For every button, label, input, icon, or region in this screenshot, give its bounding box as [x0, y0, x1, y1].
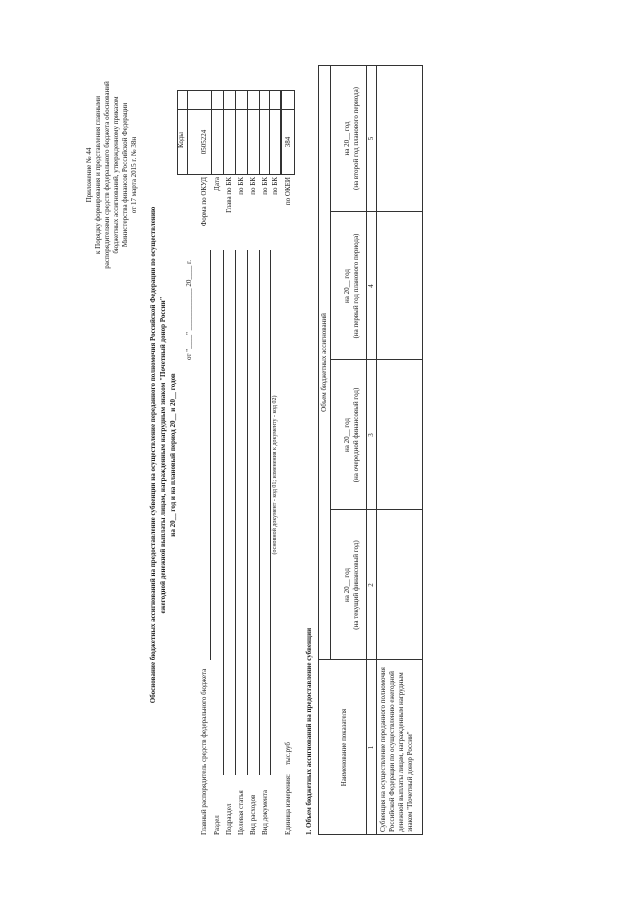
table-num-2: 2 — [367, 583, 375, 587]
table-col-name: Наименование показателя — [340, 708, 348, 787]
field-label-podrazdel: Подраздел — [225, 803, 233, 835]
field-label-vid-rashodov: Вид расходов — [249, 794, 257, 835]
document-title — [148, 65, 178, 845]
table-num-3: 3 — [367, 433, 375, 437]
unit-value: тыс.руб — [284, 742, 292, 765]
table-col-3: на 20__ год (на очередной финансовый год) — [343, 387, 360, 483]
glava-label: Глава по БК — [225, 177, 233, 213]
okei-value: 384 — [284, 136, 292, 148]
vid-doc-hint: (основной документ - код 01; изменения к документу - код 02) — [272, 395, 278, 555]
table-col-4: на 20__ год (на первый год планового периода) — [343, 233, 360, 339]
table-group-header: Объем бюджетных ассигнований — [320, 313, 328, 412]
okud-value: 0505224 — [200, 129, 208, 155]
okud-label: Форма по ОКУД — [200, 177, 208, 227]
appendix-line3: бюджетных ассигнований, утвержденному приказом — [112, 96, 120, 254]
appendix-line4: Министерства финансов Российской Федерации — [121, 102, 129, 248]
bk-label-4: по БК — [271, 177, 279, 195]
codes-header: Коды — [177, 132, 185, 148]
field-label-gr: Главный распорядитель средств федерального бюджета — [200, 668, 208, 835]
section-title: 1. Объем бюджетных ассигнований на предоставление субвенции — [305, 627, 313, 835]
bk-label-2: по БК — [249, 177, 257, 195]
field-label-razdel: Раздел — [213, 815, 221, 835]
table-num-4: 4 — [367, 284, 375, 288]
bk-label-3: по БК — [261, 177, 269, 195]
appendix-line2: распорядителями средств федерального бюджета обоснований — [103, 81, 111, 269]
title-line1: Обоснование бюджетных ассигнований на предоставление субвенции на осуществление переданного полномочия Российской Федерации по осуществлению — [149, 206, 157, 704]
appendix-number: Приложение № 44 — [85, 147, 93, 203]
table-col-5: на 20__ год (на второй год планового периода) — [343, 86, 360, 191]
date-label: Дата — [213, 177, 221, 191]
appendix-header — [85, 65, 139, 285]
document-date: от "____" ____________ 20____ г. — [185, 259, 193, 360]
bk-label-1: по БК — [237, 177, 245, 195]
table-num-1: 1 — [367, 745, 375, 750]
field-label-vid-doc: Вид документа — [261, 789, 269, 835]
title-line2: ежегодной денежной выплаты лицам, награжденным нагрудным знаком "Почетный донор России" — [159, 296, 167, 614]
table-row-1-name: Субвенция на осуществление переданного полномочия Российской Федерации по осуществлению ежегодной денежной выплаты лицам, награжденным нагрудным знаком "Почетный донор России" — [379, 667, 414, 832]
appendix-line5: от 17 марта 2015 г. № 38н — [130, 136, 138, 214]
codes-table — [177, 90, 281, 175]
table-col-2: на 20__ год (на текущий финансовый год) — [343, 540, 360, 630]
appendix-line1: к Порядку формирования и представления главными — [94, 96, 102, 254]
field-label-celevaya: Целевая статья — [237, 790, 245, 835]
title-line3: на 20__ год и на плановый период 20__ и 20__ годов — [169, 373, 177, 537]
table-num-5: 5 — [367, 136, 375, 141]
unit-label: Единица измерения: — [284, 774, 292, 835]
okei-label: по ОКЕИ — [284, 177, 292, 206]
